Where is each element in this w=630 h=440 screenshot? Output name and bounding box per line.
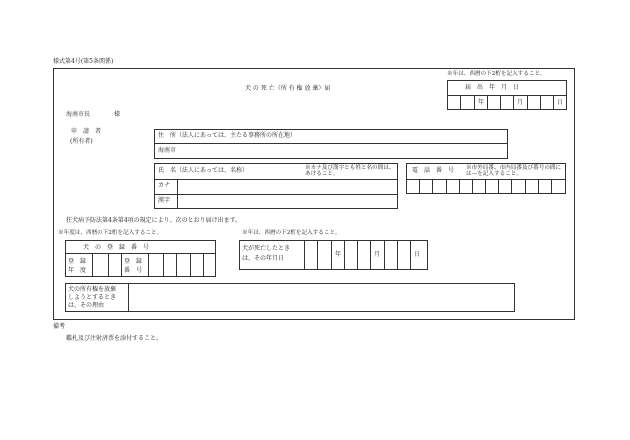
divider	[154, 143, 508, 144]
cell-line	[410, 240, 411, 270]
cell-line	[370, 240, 371, 270]
cell-line	[474, 95, 475, 110]
cell-line	[553, 95, 554, 110]
filing-month-label: 月	[517, 99, 524, 106]
cell-line	[357, 240, 358, 270]
death-year-label: 年	[335, 251, 342, 258]
reg-num-label-2: 番 号	[124, 267, 143, 274]
filing-day-label: 日	[557, 99, 564, 106]
reason-field[interactable]	[129, 284, 514, 311]
kanji-field[interactable]	[178, 195, 397, 208]
death-month-label: 月	[374, 251, 381, 258]
year-note-top: ※年は、西暦の下2桁を記入すること。	[447, 71, 546, 77]
reg-year-label-2: 年 度	[68, 267, 87, 274]
reg-year-label-1: 登 録	[68, 258, 87, 265]
remarks-heading: 備考	[53, 323, 66, 330]
registration-header: 犬 の 登 録 番 号	[83, 244, 150, 251]
cell-line	[540, 95, 541, 110]
addressee: 海南市長 様	[66, 111, 121, 118]
year-note-left: ※年度は、西暦の下2桁を記入すること。	[58, 230, 163, 236]
phone-note: ※市外局番、市内局番及び番号の間には—を記入すること。	[466, 165, 562, 178]
cell-line	[344, 240, 345, 270]
divider	[447, 95, 567, 96]
form-id: 様式第4号(第5条関係)	[53, 58, 114, 65]
phone-label: 電 話 番 号	[412, 167, 455, 174]
cell-line	[317, 240, 318, 270]
filing-date-header: 届 出 年 月 日	[465, 84, 520, 91]
death-date-label-1: 犬が死亡したとき	[242, 245, 291, 252]
year-note-right: ※年は、西暦の下2桁を記入すること。	[242, 230, 341, 236]
cell-line	[500, 95, 501, 110]
statement: 狂犬病予防法第4条第4項の規定により、次のとおり届け出ます。	[66, 217, 242, 224]
kana-label: カナ	[158, 182, 171, 189]
death-day-label: 日	[414, 251, 421, 258]
cell-line	[487, 95, 488, 110]
registration-year-field[interactable]	[93, 254, 121, 276]
cell-line	[460, 95, 461, 110]
kana-note: ※カナ及び漢字とも姓と名の間は、あけること。	[305, 165, 395, 178]
cell-line	[527, 95, 528, 110]
applicant-sub: (所有者)	[70, 138, 93, 145]
address-label: 住 所（法人にあっては、主たる事務所の所在地）	[158, 132, 296, 139]
form-title: 犬 の 死 亡（所 有 権 放 棄）届	[245, 85, 331, 92]
cell-line	[304, 240, 305, 270]
death-date-label-2: は、その年月日	[242, 255, 285, 262]
kana-field[interactable]	[178, 180, 397, 193]
applicant-label: 申 請 者	[71, 128, 102, 135]
reason-label-3: は、その理由	[68, 302, 105, 309]
reason-label-2: しようとするとき	[68, 294, 117, 301]
remarks-text: 鑑札及び注射済票を添付すること。	[66, 335, 163, 342]
cell-line	[331, 240, 332, 270]
cell-line	[397, 240, 398, 270]
reg-num-label-1: 登 録	[124, 258, 143, 265]
kanji-label: 漢字	[158, 197, 171, 204]
address-field[interactable]: 海南市	[158, 147, 177, 154]
reason-label-1: 犬の所有権を放棄	[68, 286, 117, 293]
name-label: 氏 名（法人にあっては、名称）	[158, 167, 248, 174]
filing-year-label: 年	[478, 99, 485, 106]
cell-line	[513, 95, 514, 110]
registration-number-field[interactable]	[149, 254, 215, 276]
cell-line	[384, 240, 385, 270]
cell-line	[121, 253, 122, 277]
phone-digit-cells[interactable]	[406, 179, 566, 194]
